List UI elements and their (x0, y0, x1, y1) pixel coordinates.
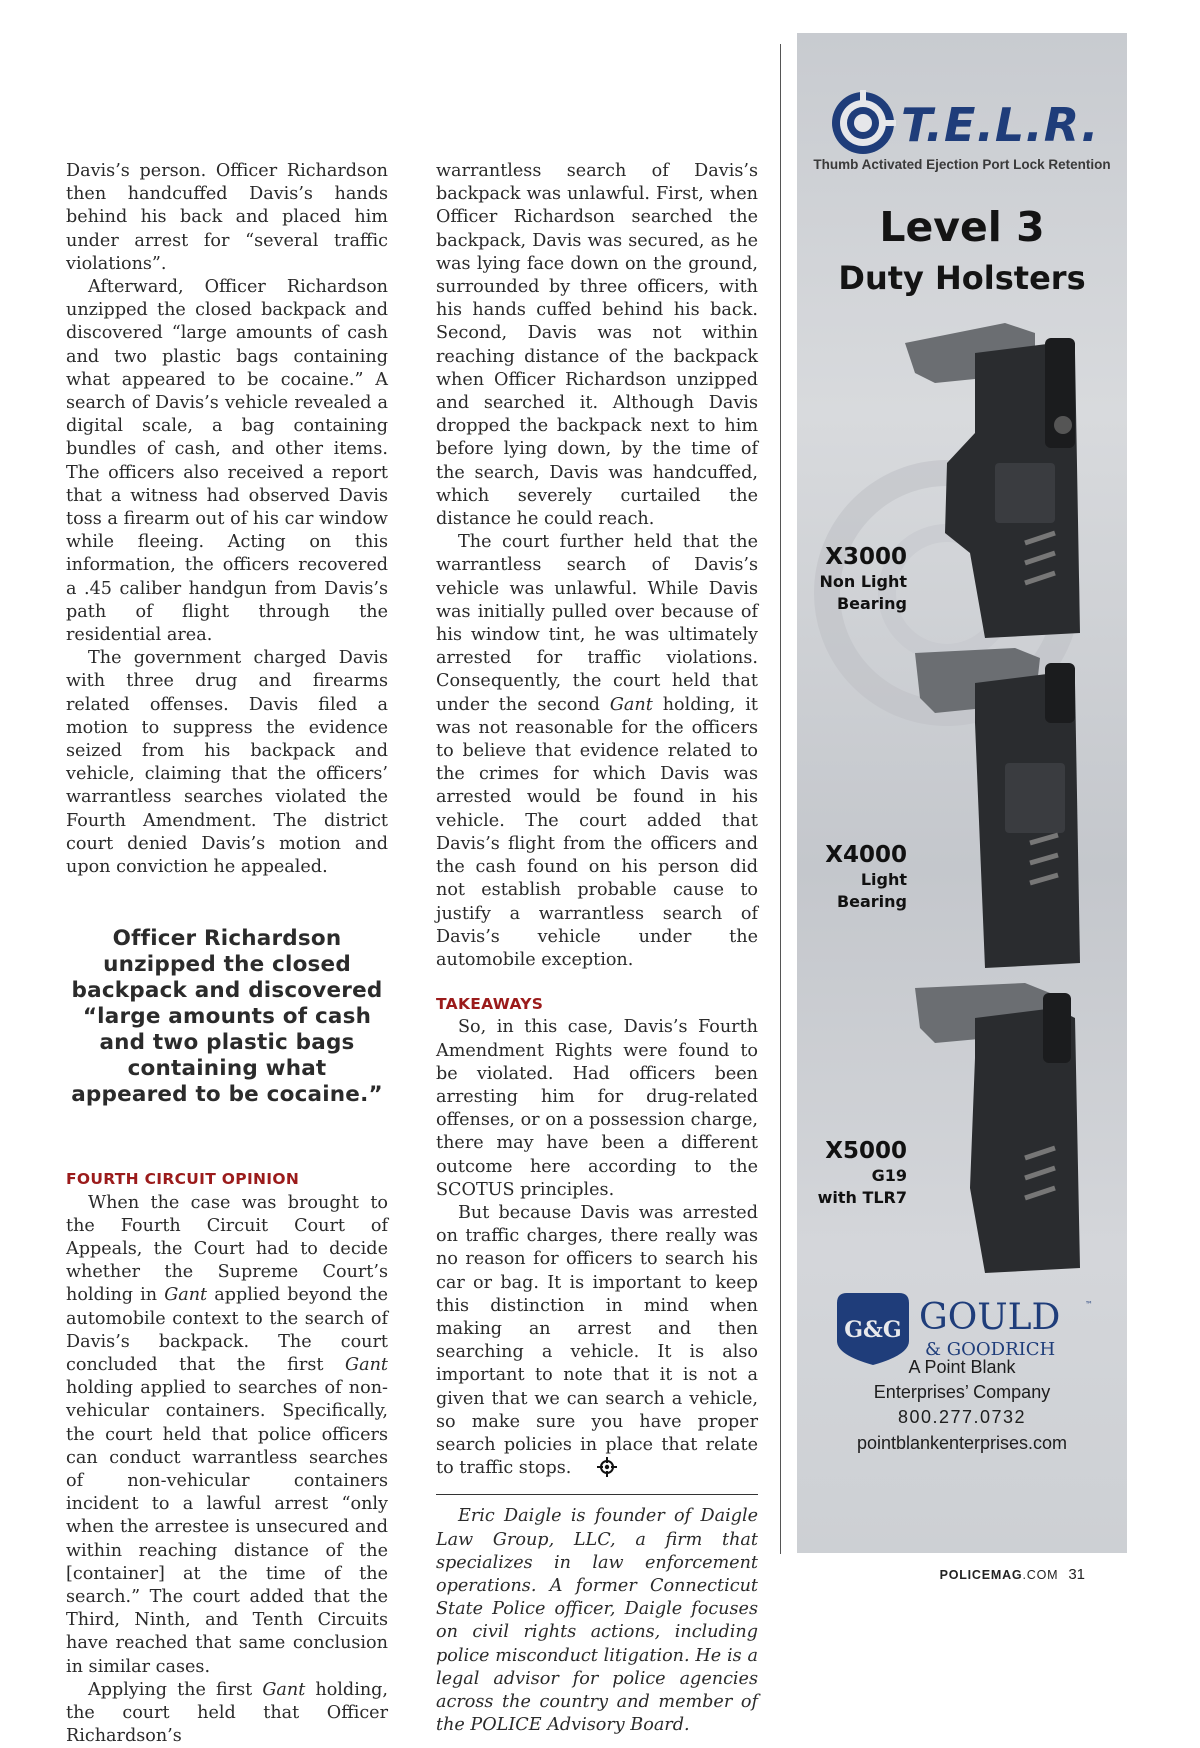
column-divider (780, 44, 781, 1554)
telr-tagline: Thumb Activated Ejection Port Lock Retention (813, 157, 1111, 172)
author-bio (436, 1505, 758, 1737)
holster-x4000-image (875, 643, 1105, 973)
paragraph: The government charged Davis with three drug and firearms related offenses. Davis filed a motion to suppress the evidence seized from his backpack and vehicle, claiming that the officers’ warrantless searches violated the Fourth Amendment. The district court denied Davis’s motion and upon conviction he appealed. (66, 648, 388, 878)
ad-headline-product: Duty Holsters (838, 259, 1086, 297)
paragraph: But because Davis was arrested on traffic charges, there really was no reason for officers to search his car or bag. It is important to keep this distinction in mind when making an arrest and then searching a vehicle. It is also important to note that it is not a given that we can search a vehicle, so make sure you have proper search policies in place that relate to traffic stops. (436, 1202, 758, 1484)
paragraph: Applying the first Gant holding, the court held that Officer Richardson’s (66, 1679, 389, 1747)
section-heading: TAKEAWAYS (436, 995, 544, 1014)
footer-domain: .COM (1022, 1568, 1059, 1582)
ad-headline-level: Level 3 (879, 203, 1045, 251)
svg-text:GOULD: GOULD (919, 1297, 1061, 1338)
crosshair-end-icon (575, 1457, 617, 1484)
paragraph: Davis’s person. Officer Richardson then handcuffed Davis’s hands behind his back and placed him under arrest for “several traffic violations”. (66, 161, 388, 274)
svg-text:& GOODRICH: & GOODRICH (925, 1339, 1056, 1360)
svg-text:™: ™ (1085, 1300, 1093, 1309)
company-website[interactable]: pointblankenterprises.com (856, 1433, 1068, 1453)
svg-text:T.E.L.R.: T.E.L.R. (901, 98, 1100, 152)
company-phone: 800.277.0732 (897, 1407, 1027, 1427)
model-x5000: X5000 G19 with TLR7 (817, 1138, 907, 1207)
article-column-right (436, 160, 758, 1737)
divider (436, 1494, 758, 1495)
section-heading: FOURTH CIRCUIT OPINION (66, 1170, 300, 1189)
svg-text:G&G: G&G (844, 1317, 902, 1343)
page-number: 31 (1068, 1566, 1085, 1583)
article-column-left (66, 160, 388, 1748)
paragraph: So, in this case, Davis’s Fourth Amendment Rights were found to be violated. Had officers been arresting him for drug-related offenses, or on a possession charge, there may have been a different outcome here according to the SCOTUS principles. (436, 1017, 758, 1200)
model-x4000: X4000 Light Bearing (825, 842, 907, 911)
paragraph: warrantless search of Davis’s backpack was unlawful. First, when Officer Richardson searched the backpack, Davis was secured, as he was lying face down on the ground, surrounded by three officers, with his hands cuffed behind his back. Second, Davis was not within reaching distance of the backpack when Officer Richardson unzipped and searched it. Although Davis dropped the backpack next to him before lying down, by the time of the search, Davis was handcuffed, which severely curtailed the distance he could reach. (436, 161, 758, 530)
pull-quote: Officer Richardson unzipped the closed backpack and discovered “large amounts of cash and two plastic bags containing what appeared to be cocaine.” (71, 926, 383, 1108)
bio-text: Eric Daigle is founder of Daigle Law Group, LLC, a firm that specializes in law enforcement operations. A former Connecticut State Police officer, Daigle focuses on civil rights actions, including police misconduct litigation. He is a legal advisor for police agencies across the country and member of the POLICE Advisory Board. (436, 1506, 758, 1736)
company-line-1: A Point Blank (908, 1357, 1016, 1377)
model-x3000: X3000 Non Light Bearing (819, 544, 907, 613)
telr-logo (827, 83, 1107, 163)
holster-x5000-image (875, 978, 1105, 1278)
page-footer (940, 1566, 1085, 1583)
company-line-2: Enterprises’ Company (873, 1382, 1051, 1402)
paragraph: When the case was brought to the Fourth Circuit Court of Appeals, the Court had to decide whether the Supreme Court’s holding in Gant applied beyond the automobile context to the search of Davis’s backpack. The court concluded that the first Gant holding applied to searches of non-vehicular containers. Specifically, the court held that police officers can conduct warrantless searches of non-vehicular containers incident to a lawful arrest “only when the arrestee is unsecured and within reaching distance of the [container] at the time of the search.” The court added that the Third, Ninth, and Tenth Circuits have reached that same conclusion in similar cases. (66, 1192, 388, 1677)
footer-brand: POLICEMAG (939, 1568, 1023, 1582)
holster-x3000-image (875, 313, 1105, 643)
paragraph: Afterward, Officer Richardson unzipped the closed backpack and discovered “large amounts of cash and two plastic bags containing what appeared to be cocaine.” A search of Davis’s vehicle revealed a digital scale, a bag containing bundles of cash, and other items. The officers also received a report that a witness had observed Davis toss a firearm out of his car window while fleeing. Acting on this information, the officers recovered a .45 caliber handgun from Davis’s path of flight through the residential area. (66, 277, 388, 646)
advertisement[interactable] (797, 33, 1127, 1553)
paragraph: The court further held that the warrantless search of Davis’s vehicle was unlawful. While Davis was initially pulled over because of his window tint, he was ultimately arrested for traffic violations. Consequently, the court held that under the second Gant holding, it was not reasonable for the officers to believe that evidence related to the crimes for which Davis was arrested would be found in his vehicle. The court added that Davis’s flight from the officers and the cash found on his person did not establish probable cause to justify a warrantless search of Davis’s vehicle under the automobile exception. (436, 532, 758, 970)
